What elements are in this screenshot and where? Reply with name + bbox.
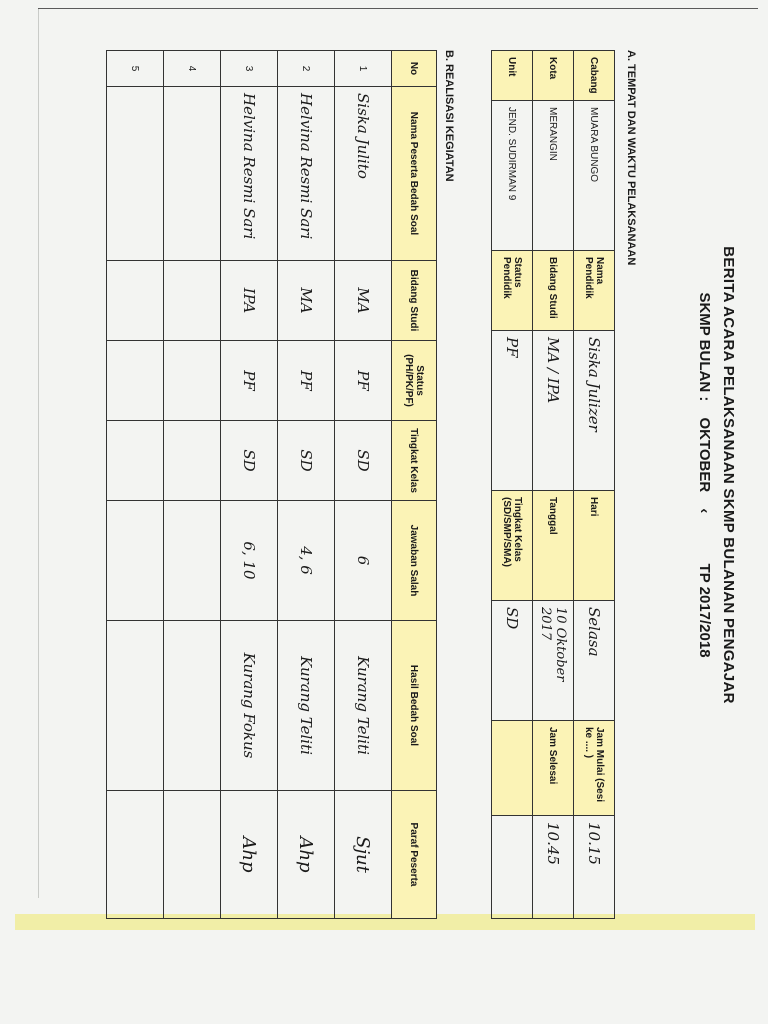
cell-nama: Helvina Resmi Sari — [221, 87, 278, 261]
col-jawaban: Jawaban Salah — [392, 501, 437, 621]
cell-hasil: Kurang Teliti — [335, 621, 392, 791]
cell-hasil — [107, 621, 164, 791]
cell-paraf-signature: Ahp — [278, 791, 335, 919]
cell-nama — [107, 87, 164, 261]
cell-paraf-signature: Ahp — [221, 791, 278, 919]
tanggal-value: 10 Oktober 2017 — [533, 601, 574, 721]
col-status: Status (PH/PK/PF) — [392, 341, 437, 421]
cell-hasil: Kurang Teliti — [278, 621, 335, 791]
document-title: BERITA ACARA PELAKSANAAN SKMP BULANAN PENGAJAR — [720, 246, 737, 704]
cell-bidang — [107, 261, 164, 341]
status-pendidik-value: PF — [492, 331, 533, 491]
tingkat-kelas-value: SD — [492, 601, 533, 721]
subtitle-mark: ‹ — [696, 508, 713, 514]
cell-status — [107, 341, 164, 421]
cell-tingkat: SD — [335, 421, 392, 501]
cell-paraf-signature — [107, 791, 164, 919]
cell-status: PF — [335, 341, 392, 421]
subtitle-month: OKTOBER — [696, 417, 713, 493]
cell-bidang — [164, 261, 221, 341]
rotated-document — [15, 20, 755, 930]
col-tingkat: Tingkat Kelas — [392, 421, 437, 501]
kota-value: MERANGIN — [533, 101, 574, 251]
info-row — [574, 51, 615, 919]
cell-status — [164, 341, 221, 421]
realisasi-table — [106, 50, 437, 919]
col-hasil: Hasil Bedah Soal — [392, 621, 437, 791]
cell-no: 5 — [107, 51, 164, 87]
jam-selesai-value: 10.45 — [533, 816, 574, 919]
cell-tingkat — [164, 421, 221, 501]
cabang-label: Cabang — [574, 51, 615, 101]
cell-paraf-signature: Sjut — [335, 791, 392, 919]
info-row — [533, 51, 574, 919]
cell-nama — [164, 87, 221, 261]
col-no: No — [392, 51, 437, 87]
cell-bidang: IPA — [221, 261, 278, 341]
empty-value-cell — [492, 816, 533, 919]
cell-tingkat: SD — [278, 421, 335, 501]
cell-jawaban: 6, 10 — [221, 501, 278, 621]
cabang-value: MUARA BUNGO — [574, 101, 615, 251]
nama-pendidik-value: Siska Julizer — [574, 331, 615, 491]
page-edge-top — [38, 8, 758, 9]
cell-jawaban — [107, 501, 164, 621]
tanggal-label: Tanggal — [533, 491, 574, 601]
jam-mulai-label: Jam Mulai (Sesi ke .... ) — [574, 721, 615, 816]
cell-bidang: MA — [278, 261, 335, 341]
bidang-studi-value: MA / IPA — [533, 331, 574, 491]
cell-paraf-signature — [164, 791, 221, 919]
hari-value: Selasa — [574, 601, 615, 721]
table-row — [278, 51, 335, 919]
tingkat-kelas-label: Tingkat Kelas (SD/SMP/SMA) — [492, 491, 533, 601]
cell-no: 2 — [278, 51, 335, 87]
section-b-heading: B. REALISASI KEGIATAN — [443, 50, 455, 182]
cell-hasil — [164, 621, 221, 791]
info-table — [491, 50, 615, 919]
table-row — [164, 51, 221, 919]
cell-status: PF — [278, 341, 335, 421]
nama-pendidik-label: Nama Pendidik — [574, 251, 615, 331]
header-row — [392, 51, 437, 919]
unit-label: Unit — [492, 51, 533, 101]
cell-jawaban: 6 — [335, 501, 392, 621]
col-nama: Nama Peserta Bedah Soal — [392, 87, 437, 261]
cell-no: 3 — [221, 51, 278, 87]
jam-mulai-value: 10.15 — [574, 816, 615, 919]
cell-nama: Helvina Resmi Sari — [278, 87, 335, 261]
cell-tingkat: SD — [221, 421, 278, 501]
table-row — [107, 51, 164, 919]
document-subtitle — [696, 20, 713, 930]
empty-label-cell — [492, 721, 533, 816]
cell-jawaban: 4, 6 — [278, 501, 335, 621]
cell-no: 4 — [164, 51, 221, 87]
cell-nama: Siska Julito — [335, 87, 392, 261]
kota-label: Kota — [533, 51, 574, 101]
cell-hasil: Kurang Fokus — [221, 621, 278, 791]
info-row — [492, 51, 533, 919]
subtitle-label: SKMP BULAN : — [696, 292, 713, 402]
cell-status: PF — [221, 341, 278, 421]
table-row — [221, 51, 278, 919]
cell-no: 1 — [335, 51, 392, 87]
cell-jawaban — [164, 501, 221, 621]
table-row — [335, 51, 392, 919]
subtitle-tp: TP 2017/2018 — [696, 563, 713, 658]
col-bidang: Bidang Studi — [392, 261, 437, 341]
hari-label: Hari — [574, 491, 615, 601]
status-pendidik-label: Status Pendidik — [492, 251, 533, 331]
col-paraf: Paraf Peserta — [392, 791, 437, 919]
cell-tingkat — [107, 421, 164, 501]
section-a-heading: A. TEMPAT DAN WAKTU PELAKSANAAN — [625, 50, 637, 266]
cell-bidang: MA — [335, 261, 392, 341]
unit-value: JEND. SUDIRMAN 9 — [492, 101, 533, 251]
bidang-studi-label: Bidang Studi — [533, 251, 574, 331]
jam-selesai-label: Jam Selesai — [533, 721, 574, 816]
